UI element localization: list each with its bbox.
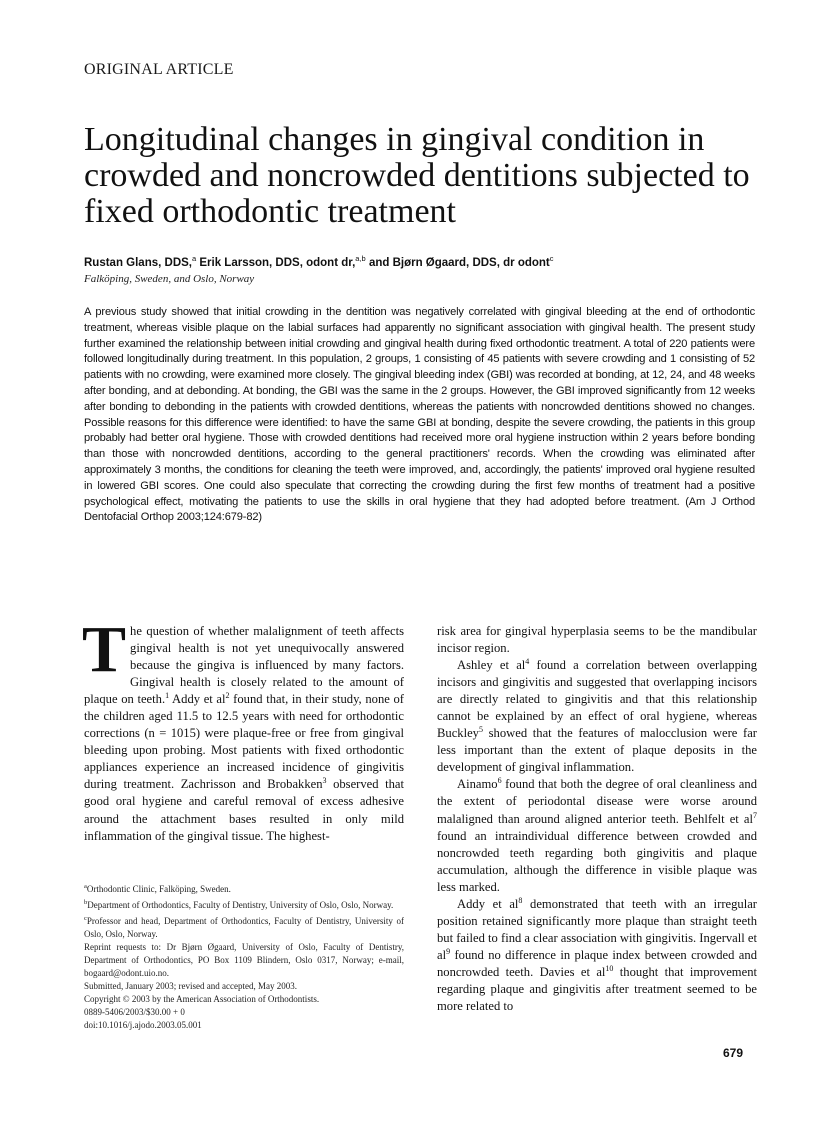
author-name: and Bjørn Øgaard, DDS, dr odont	[368, 256, 550, 269]
body-paragraph	[82, 613, 404, 845]
footnote-marker: b	[84, 899, 88, 906]
footnote-affiliation-c	[84, 912, 404, 941]
footnotes	[84, 880, 404, 1032]
body-text: Ainamo	[457, 777, 498, 792]
citation-ref[interactable]: 8	[518, 895, 523, 905]
author-name: Rustan Glans, DDS,	[84, 256, 192, 269]
citation-ref[interactable]: 5	[478, 725, 483, 735]
body-paragraph: risk area for gingival hyperplasia seems to be the mandibular incisor region.	[437, 624, 757, 656]
body-text: Addy et al	[169, 692, 226, 707]
body-text: he question of whether malalignment of teeth affects gingival health is not yet unequivocally answered because the gingiva is influenced by many factors. Gingival health is closely related to the amount of plaque on teeth.	[84, 624, 404, 707]
author-location: Falköping, Sweden, and Oslo, Norway	[84, 273, 255, 285]
footnote-marker: c	[84, 915, 87, 922]
author-affiliation-marker: a,b	[355, 254, 366, 263]
citation-ref[interactable]: 10	[605, 963, 614, 973]
page-number: 679	[723, 1046, 744, 1060]
body-text: found no difference in plaque index between crowded and noncrowded teeth. Davies et al	[437, 947, 757, 979]
article-title: Longitudinal changes in gingival condition in crowded and noncrowded dentitions subjected to fixed orthodontic treatment	[84, 121, 750, 230]
author-affiliation-marker: a	[192, 254, 197, 263]
footnote-affiliation-b	[84, 896, 404, 912]
footnote-submitted: Submitted, January 2003; revised and accepted, May 2003.	[84, 981, 297, 991]
drop-cap: T	[82, 613, 127, 686]
body-text: Ashley et al	[457, 658, 526, 673]
body-text: Addy et al	[457, 896, 519, 911]
body-text: found that, in their study, none of the children aged 11.5 to 12.5 years with need for orthodontic corrections (n = 1015) were plaque-free or free from gingival bleeding upon probing. Most patients with fixed orthodontic appliances experience an increased incidence of gingivitis during treatment. Zachrisson and Brobakken	[84, 692, 404, 792]
footnote-marker: a	[84, 883, 87, 890]
footnote-copyright: Copyright © 2003 by the American Association of Orthodontists.	[84, 994, 320, 1004]
body-text: demonstrated that teeth with an irregular position retained significantly more plaque than straight teeth but failed to find a clear association with gingivitis. Ingervall et al	[437, 896, 758, 962]
footnote-text: Professor and head, Department of Orthodontics, Faculty of Dentistry, University of Oslo, Oslo, Norway.	[84, 916, 404, 939]
citation-ref[interactable]: 4	[525, 656, 530, 666]
body-text: showed that the features of malocclusion were far less important than the extent of plaque deposits in the development of gingival inflammation.	[437, 726, 757, 775]
body-paragraph	[437, 896, 757, 1015]
footnote-affiliation-a	[84, 880, 404, 896]
body-paragraph	[437, 776, 757, 895]
footnote-text: Orthodontic Clinic, Falköping, Sweden.	[86, 884, 231, 894]
body-paragraph	[437, 657, 757, 776]
citation-ref[interactable]: 3	[322, 776, 327, 786]
footnote-text: Department of Orthodontics, Faculty of Dentistry, University of Oslo, Oslo, Norway.	[87, 900, 394, 910]
citation-ref[interactable]: 1	[165, 691, 170, 700]
body-column-right	[437, 623, 757, 1015]
footnote-reprint: Reprint requests to: Dr Bjørn Øgaard, University of Oslo, Faculty of Dentistry, Department of Orthodontics, PO Box 1109 Blindern, Oslo 0317, Norway; e-mail, bogaard@odont.uio.no.	[84, 942, 404, 978]
citation-ref[interactable]: 6	[497, 776, 502, 786]
author-affiliation-marker: c	[549, 254, 554, 263]
body-text: found a correlation between overlapping incisors and gingivitis and suggested that overlapping incisors are directly related to gingivitis and that this relationship cannot be explained by an effect of oral hygiene, whereas Buckley	[437, 658, 757, 741]
body-text: found an intraindividual difference between crowded and noncrowded teeth regarding both gingivitis and plaque accumulation, although the difference in visible plaque was less marked.	[437, 828, 757, 894]
footnote-issn: 0889-5406/2003/$30.00 + 0	[84, 1007, 185, 1017]
body-text: observed that good oral hygiene and careful removal of excess adhesive around the attachment bases resulted in only mild inflammation of the gingival tissue. The highest-	[84, 777, 404, 843]
citation-ref[interactable]: 2	[225, 691, 230, 700]
section-label: ORIGINAL ARTICLE	[84, 61, 234, 78]
author-name: Erik Larsson, DDS, odont dr,	[199, 256, 356, 269]
citation-ref[interactable]: 7	[753, 810, 757, 820]
body-column-left	[82, 613, 404, 845]
body-text: found that both the degree of oral cleanliness and the extent of periodontal disease were worse around malaligned than around aligned anterior teeth. Behlfelt et al	[437, 777, 757, 826]
citation-ref[interactable]: 9	[446, 946, 451, 956]
author-list	[84, 254, 784, 269]
body-text: thought that improvement regarding plaque and gingivitis after treatment seemed to be more related to	[437, 964, 757, 1014]
abstract: A previous study showed that initial crowding in the dentition was negatively correlated with gingival bleeding at the end of orthodontic treatment, whereas visible plaque on the labial surfaces had apparently no significant association with gingival health. The present study further examined the relationship between initial crowding and gingival health during fixed orthodontic treatment. A total of 220 patients were followed longitudinally during treatment. In this population, 2 groups, 1 consisting of 45 patients with severe crowding and 1 consisting of 52 patients with no crowding, were examined more closely. The gingival bleeding index (GBI) was recorded at bonding, at 12, 24, and 48 weeks after bonding, and at debonding. At bonding, the GBI was the same in the 2 groups. However, the GBI improved significantly from 12 weeks after bonding to debonding in the patients with crowded dentitions, whereas the patients with noncrowded dentitions showed no changes. Possible reasons for this difference were identified: to have the same GBI at bonding, despite the severe crowding, the patients in this group probably had better oral hygiene. Those with crowded dentitions had received more oral hygiene instruction within 2 years before bonding than those with noncrowded dentitions, according to the general practitioners' records. When the crowding was eliminated after approximately 3 months, the conditions for cleaning the teeth were improved, and, accordingly, the patients' improved oral hygiene resulted in lowered GBI scores. One could also speculate that correcting the crowding during the first few months of treatment had a positive psychological effect, motivating the patients to use the skills in oral hygiene that they had adopted before treatment. (Am J Orthod Dentofacial Orthop 2003;124:679-82)	[84, 306, 755, 524]
footnote-doi[interactable]: doi:10.1016/j.ajodo.2003.05.001	[84, 1020, 202, 1030]
